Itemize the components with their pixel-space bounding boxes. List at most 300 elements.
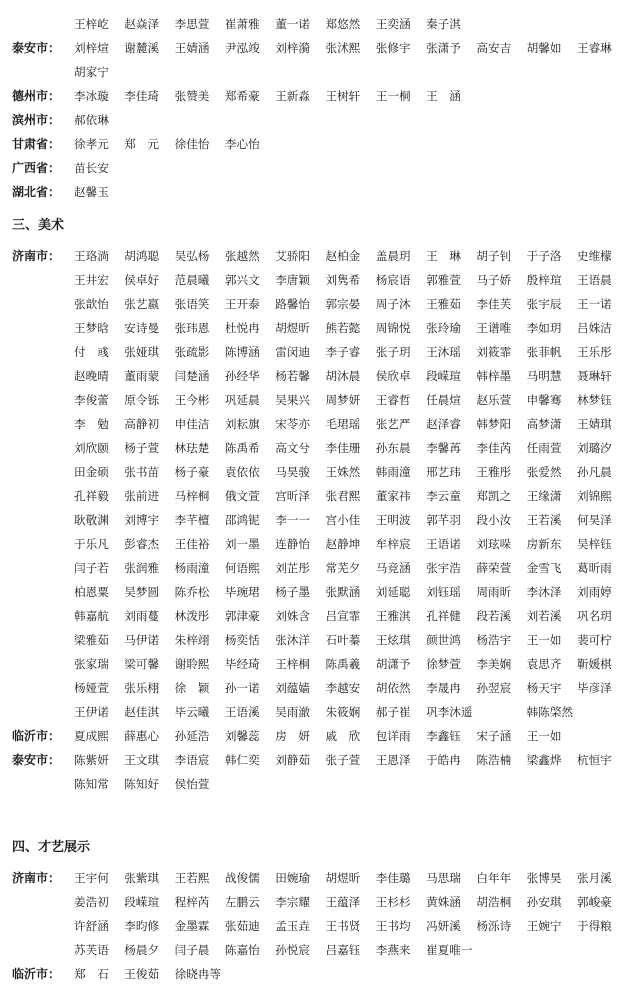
person-name: 熊若懿 xyxy=(325,321,361,335)
person-name: 徐孝元 xyxy=(74,137,109,151)
person-name: 王 琳 xyxy=(426,249,461,263)
person-name: 宫小佳 xyxy=(325,513,361,527)
person-name: 赵乐萱 xyxy=(476,393,512,407)
person-name: 李美娴 xyxy=(476,657,512,671)
person-name: 杨子豪 xyxy=(174,465,210,479)
person-name: 陈知好 xyxy=(124,777,160,791)
region-group xyxy=(12,962,630,986)
person-name: 刘钰瑶 xyxy=(426,585,461,599)
name-list xyxy=(74,12,630,36)
person-name: 石叶蓁 xyxy=(325,633,361,647)
region-group xyxy=(12,132,630,156)
person-name: 郭宗晏 xyxy=(325,297,361,311)
person-name: 王一桐 xyxy=(375,89,411,103)
person-name: 王若溪 xyxy=(526,513,562,527)
person-name: 马竞涵 xyxy=(375,561,411,575)
person-name: 李俊蕾 xyxy=(74,393,109,407)
person-name: 任雨萱 xyxy=(526,441,562,455)
person-name: 赵静坤 xyxy=(325,537,361,551)
person-name: 路馨怡 xyxy=(275,297,310,311)
person-name: 杨天宇 xyxy=(526,681,562,695)
person-name: 赵佳淇 xyxy=(124,705,160,719)
person-name: 段嵘瑄 xyxy=(426,369,461,383)
person-name: 胡煜昕 xyxy=(325,871,361,885)
person-name: 王珞淌 xyxy=(74,249,109,263)
person-name: 张子玥 xyxy=(375,345,411,359)
person-name: 周子沐 xyxy=(375,297,411,311)
region-group xyxy=(12,180,630,204)
person-name: 姜浩初 xyxy=(74,895,109,909)
person-name: 马明慧 xyxy=(526,369,562,383)
person-name: 徐 颖 xyxy=(174,681,210,695)
person-name: 韩陈棨然 xyxy=(526,705,574,719)
person-name: 王杉杉 xyxy=(375,895,411,909)
section-title: 四、才艺展示 xyxy=(12,840,91,855)
person-name: 赵柏金 xyxy=(325,249,361,263)
person-name: 毕琬珺 xyxy=(224,585,260,599)
person-name: 殷梓瑄 xyxy=(526,273,562,287)
region-label: 德州市： xyxy=(12,89,61,103)
person-name: 胡子钊 xyxy=(476,249,512,263)
name-list xyxy=(74,180,630,204)
person-name: 李宗耀 xyxy=(275,895,310,909)
person-name: 刘欣颐 xyxy=(74,441,109,455)
person-name: 董家祎 xyxy=(375,489,411,503)
person-name: 王井宏 xyxy=(74,273,109,287)
name-list xyxy=(74,748,630,796)
person-name: 张爱然 xyxy=(526,465,562,479)
person-name: 张玮恩 xyxy=(174,321,210,335)
person-name: 周雨昕 xyxy=(476,585,512,599)
region-group xyxy=(12,748,630,796)
person-name: 王开泰 xyxy=(224,297,260,311)
person-name: 吴果兴 xyxy=(275,393,310,407)
person-name: 李馨苒 xyxy=(426,441,461,455)
person-name: 王奕涵 xyxy=(375,17,411,31)
person-name: 王梓桐 xyxy=(275,657,310,671)
person-name: 孙凡晨 xyxy=(576,465,612,479)
person-name: 李心怡 xyxy=(224,137,260,151)
person-name: 梁鑫烨 xyxy=(526,753,562,767)
person-name: 宋苓亦 xyxy=(275,417,310,431)
person-name: 段若溪 xyxy=(476,609,512,623)
region-label: 湖北省： xyxy=(12,185,61,199)
person-name: 房新东 xyxy=(526,537,562,551)
person-name: 苏芙语 xyxy=(74,943,109,957)
person-name: 王婧琪 xyxy=(576,417,612,431)
person-name: 张家瑞 xyxy=(74,657,109,671)
person-name: 刘隽希 xyxy=(325,273,361,287)
person-name: 吴雨澈 xyxy=(275,705,310,719)
person-name: 巩延晨 xyxy=(224,393,260,407)
person-name: 杨雨潼 xyxy=(174,561,210,575)
person-name: 张菲帆 xyxy=(526,345,562,359)
person-name: 彭睿杰 xyxy=(124,537,160,551)
person-name: 王雅茹 xyxy=(426,297,461,311)
person-name: 于乐凡 xyxy=(74,537,109,551)
person-name: 侯欣卓 xyxy=(375,369,411,383)
person-name: 宫昕泽 xyxy=(275,489,310,503)
name-list xyxy=(74,724,630,748)
person-name: 陈禹希 xyxy=(224,441,260,455)
person-name: 高安吉 xyxy=(476,41,512,55)
person-name: 陈浩楠 xyxy=(476,753,512,767)
person-name: 陈博涵 xyxy=(224,345,260,359)
person-name: 王姝然 xyxy=(325,465,361,479)
person-name: 吴梓钰 xyxy=(576,537,612,551)
person-name: 张乐栩 xyxy=(124,681,160,695)
person-name: 白年年 xyxy=(476,871,512,885)
person-name: 刘馨蕊 xyxy=(224,729,260,743)
person-name: 马昊骏 xyxy=(275,465,310,479)
person-name: 王沐瑶 xyxy=(426,345,461,359)
person-name: 聂琳轩 xyxy=(576,369,612,383)
person-name: 于子洛 xyxy=(526,249,562,263)
person-name: 李唐颖 xyxy=(275,273,310,287)
person-name: 赵焱泽 xyxy=(124,17,160,31)
person-name: 张茹迪 xyxy=(224,919,260,933)
person-name: 付 彧 xyxy=(74,345,109,359)
region-label: 泰安市： xyxy=(12,753,61,767)
person-name: 刘姝含 xyxy=(275,609,310,623)
name-list xyxy=(74,36,630,84)
person-name: 黄姝涵 xyxy=(426,895,461,909)
person-name: 张疏影 xyxy=(174,345,210,359)
person-name: 张紫琪 xyxy=(124,871,160,885)
name-list xyxy=(74,84,630,108)
person-name: 王蕴泽 xyxy=(325,895,361,909)
person-name: 王佳裕 xyxy=(174,537,210,551)
person-name: 韩梓墨 xyxy=(476,369,512,383)
person-name: 李一一 xyxy=(275,513,310,527)
person-name: 王恩泽 xyxy=(375,753,411,767)
person-name: 史维檬 xyxy=(576,249,612,263)
person-name: 张娅琪 xyxy=(124,345,160,359)
person-name: 王俊茹 xyxy=(124,967,160,981)
person-name: 戚 欣 xyxy=(325,729,361,743)
person-name: 巩李沐遥 xyxy=(426,705,473,719)
person-name: 房 妍 xyxy=(275,729,310,743)
person-name: 李思萱 xyxy=(174,17,210,31)
person-name: 董雨蒙 xyxy=(124,369,160,383)
person-name: 孙安琪 xyxy=(526,895,562,909)
person-name: 牟梓宸 xyxy=(375,537,411,551)
person-name: 裴可柠 xyxy=(576,633,612,647)
person-name: 艾骄阳 xyxy=(275,249,310,263)
person-name: 韩梦阳 xyxy=(476,417,512,431)
person-name: 金墨霖 xyxy=(174,919,210,933)
person-name: 冯妍溪 xyxy=(426,919,461,933)
person-name: 王睿哲 xyxy=(375,393,411,407)
person-name: 张宇浩 xyxy=(426,561,461,575)
person-name: 王雅淇 xyxy=(375,609,411,623)
person-name: 陈知常 xyxy=(74,777,109,791)
person-name: 王文琪 xyxy=(124,753,160,767)
person-name: 胡馨如 xyxy=(526,41,562,55)
person-name: 张越然 xyxy=(224,249,260,263)
person-name: 毕彦泽 xyxy=(576,681,612,695)
person-name: 王炫琪 xyxy=(375,633,411,647)
person-name: 王宇何 xyxy=(74,871,109,885)
person-name: 吕姝洁 xyxy=(576,321,612,335)
person-name: 李晟冉 xyxy=(426,681,461,695)
person-name: 陈禹羲 xyxy=(325,657,361,671)
person-name: 刘雨婷 xyxy=(576,585,612,599)
person-name: 申佳洁 xyxy=(174,417,210,431)
person-name: 高文兮 xyxy=(275,441,310,455)
person-name: 刘延聪 xyxy=(375,585,411,599)
person-name: 李沐泽 xyxy=(526,585,562,599)
person-name: 孙翌宸 xyxy=(476,681,512,695)
person-name: 段小汝 xyxy=(476,513,512,527)
person-name: 李 勉 xyxy=(74,417,109,431)
person-name: 杜悦冉 xyxy=(224,321,260,335)
person-name: 薛惠心 xyxy=(124,729,160,743)
person-name: 王 涵 xyxy=(426,89,461,103)
person-name: 张书苗 xyxy=(124,465,160,479)
person-name: 胡沐晨 xyxy=(325,369,361,383)
person-name: 林珐楚 xyxy=(174,441,210,455)
name-list xyxy=(74,866,630,962)
person-name: 郝依琳 xyxy=(74,113,109,127)
region-label: 广西省： xyxy=(12,161,61,175)
person-name: 吴梦圆 xyxy=(124,585,160,599)
person-name: 王一如 xyxy=(526,729,562,743)
person-name: 程梓芮 xyxy=(174,895,210,909)
region-group xyxy=(12,724,630,748)
person-name: 张子萱 xyxy=(325,753,361,767)
person-name: 王缘潇 xyxy=(526,489,562,503)
person-name: 宋子涵 xyxy=(476,729,512,743)
person-name: 胡潇予 xyxy=(375,657,411,671)
person-name: 李佳琦 xyxy=(124,89,160,103)
person-name: 胡鸿聪 xyxy=(124,249,160,263)
person-name: 李越安 xyxy=(325,681,361,695)
person-name: 张艺严 xyxy=(375,417,411,431)
person-name: 王语晨 xyxy=(576,273,612,287)
person-name: 许舒涵 xyxy=(74,919,109,933)
person-name: 邢艺玮 xyxy=(426,465,461,479)
person-name: 杭恒宇 xyxy=(576,753,612,767)
person-name: 杨浩宇 xyxy=(476,633,512,647)
person-name: 王一诺 xyxy=(576,297,612,311)
person-name: 赵晚晴 xyxy=(74,369,109,383)
person-name: 韩雨潼 xyxy=(375,465,411,479)
person-name: 王伊诺 xyxy=(74,705,109,719)
person-name: 张默涵 xyxy=(325,585,361,599)
person-name: 杨娅萱 xyxy=(74,681,109,695)
person-name: 申馨骞 xyxy=(526,393,562,407)
person-name: 柏恩粟 xyxy=(74,585,109,599)
name-list xyxy=(74,132,630,156)
person-name: 梁可馨 xyxy=(124,657,160,671)
person-name: 刘芷彤 xyxy=(275,561,310,575)
person-name: 刘雨蔓 xyxy=(124,609,160,623)
person-name: 郭雅萱 xyxy=(426,273,461,287)
person-name: 林梦钰 xyxy=(576,393,612,407)
person-name: 王乐彤 xyxy=(576,345,612,359)
person-name: 李佳芮 xyxy=(476,441,512,455)
person-name: 赵泽睿 xyxy=(426,417,461,431)
person-name: 张潇予 xyxy=(426,41,461,55)
person-name: 张君熙 xyxy=(325,489,361,503)
person-name: 胡浩桐 xyxy=(476,895,512,909)
person-name: 王书均 xyxy=(375,919,411,933)
person-name: 王谱唯 xyxy=(476,321,512,335)
person-name: 赵馨玉 xyxy=(74,185,109,199)
person-name: 刘筱霏 xyxy=(476,345,512,359)
region-label: 泰安市： xyxy=(12,41,61,55)
person-name: 张月溪 xyxy=(576,871,612,885)
person-name: 杨子墨 xyxy=(275,585,310,599)
person-name: 战俊儒 xyxy=(224,871,260,885)
person-name: 郑希豪 xyxy=(224,89,260,103)
person-name: 王新淼 xyxy=(275,89,310,103)
person-name: 张语笑 xyxy=(174,297,210,311)
person-name: 张博昊 xyxy=(526,871,562,885)
region-group xyxy=(12,866,630,962)
person-name: 闫楚涵 xyxy=(174,369,210,383)
person-name: 刘锦熙 xyxy=(576,489,612,503)
person-name: 吕嘉钰 xyxy=(325,943,361,957)
person-name: 苗长安 xyxy=(74,161,109,175)
person-name: 段嵘瑄 xyxy=(124,895,160,909)
person-name: 雷闵迪 xyxy=(275,345,310,359)
section-title: 三、美术 xyxy=(12,218,65,233)
person-name: 于皓冉 xyxy=(426,753,461,767)
person-name: 王树轩 xyxy=(325,89,361,103)
person-name: 刘玹哚 xyxy=(476,537,512,551)
person-name: 胡依然 xyxy=(375,681,411,695)
person-name: 陈嘉怡 xyxy=(224,943,260,957)
person-name: 刘蕴嫱 xyxy=(275,681,310,695)
person-name: 孙延浩 xyxy=(174,729,210,743)
person-name: 李如玥 xyxy=(526,321,562,335)
person-name: 袁思齐 xyxy=(526,657,562,671)
region-label: 临沂市： xyxy=(12,729,61,743)
person-name: 薛荣萱 xyxy=(476,561,512,575)
person-name: 郑 石 xyxy=(74,967,109,981)
person-name: 葛昕雨 xyxy=(576,561,612,575)
person-name: 孔祥毅 xyxy=(74,489,109,503)
person-name: 张沭熙 xyxy=(325,41,361,55)
person-name: 常芜夕 xyxy=(325,561,361,575)
person-name: 左鹏云 xyxy=(224,895,260,909)
name-list xyxy=(74,156,630,180)
person-name: 郭津豪 xyxy=(224,609,260,623)
person-name: 杨子萱 xyxy=(124,441,160,455)
person-name: 谢麓溪 xyxy=(124,41,160,55)
person-name: 杨泺诗 xyxy=(476,919,512,933)
person-name: 王雅彤 xyxy=(476,465,512,479)
person-name: 秦子淇 xyxy=(426,17,461,31)
person-name: 马伊诺 xyxy=(124,633,160,647)
person-name: 谢聆熙 xyxy=(174,657,210,671)
person-name: 王睿琳 xyxy=(576,41,612,55)
person-name: 夏成熙 xyxy=(74,729,109,743)
person-name: 周锦悦 xyxy=(375,321,411,335)
person-name: 邵鸿铌 xyxy=(224,513,260,527)
region-label: 临沂市： xyxy=(12,967,61,981)
person-name: 耿敬渊 xyxy=(74,513,109,527)
person-name: 王梦晗 xyxy=(74,321,109,335)
name-list xyxy=(74,108,630,132)
region-label: 济南市： xyxy=(12,249,61,263)
person-name: 袁依依 xyxy=(224,465,260,479)
person-name: 刘一墨 xyxy=(224,537,260,551)
person-name: 朱梓翊 xyxy=(174,633,210,647)
person-name: 李燕来 xyxy=(375,943,411,957)
person-name: 李佳璐 xyxy=(375,871,411,885)
person-name: 侯怡萱 xyxy=(174,777,210,791)
person-name: 崔夏唯一 xyxy=(426,943,473,957)
person-name: 杨宸语 xyxy=(375,273,411,287)
person-name: 巩名玥 xyxy=(576,609,612,623)
person-name: 王明波 xyxy=(375,513,411,527)
person-name: 任晨煊 xyxy=(426,393,461,407)
person-name: 张玲瑜 xyxy=(426,321,461,335)
region-label: 济南市： xyxy=(12,871,61,885)
person-name: 靳媛棋 xyxy=(576,657,612,671)
person-name: 毕经琦 xyxy=(224,657,260,671)
person-name: 王婉宁 xyxy=(526,919,562,933)
person-name: 吕宣霏 xyxy=(325,609,361,623)
person-name: 刘若溪 xyxy=(526,609,562,623)
person-name: 李冰璇 xyxy=(74,89,109,103)
person-name: 胡家宁 xyxy=(74,65,109,79)
person-name: 孟玉垚 xyxy=(275,919,310,933)
person-name: 刘耘旗 xyxy=(224,417,260,431)
person-name: 吴弘杨 xyxy=(174,249,210,263)
person-name: 李芊檀 xyxy=(174,513,210,527)
person-name: 杨若馨 xyxy=(275,369,310,383)
person-name: 刘静茹 xyxy=(275,753,310,767)
person-name: 高静初 xyxy=(124,417,160,431)
person-name: 田金硕 xyxy=(74,465,109,479)
person-name: 崔萧雅 xyxy=(224,17,260,31)
person-name: 张歆怡 xyxy=(74,297,109,311)
person-name: 刘梓煊 xyxy=(74,41,109,55)
person-name: 李子睿 xyxy=(325,345,361,359)
person-name: 于得粮 xyxy=(576,919,612,933)
person-name: 田婉瑜 xyxy=(275,871,310,885)
person-name: 林泼彤 xyxy=(174,609,210,623)
person-name: 张赞美 xyxy=(174,89,210,103)
person-name: 王书贤 xyxy=(325,919,361,933)
person-name: 胡煜昕 xyxy=(275,321,310,335)
region-group xyxy=(12,84,630,108)
person-name: 颜世鸿 xyxy=(426,633,461,647)
person-name: 郭峻豪 xyxy=(576,895,612,909)
person-name: 盖晨玥 xyxy=(375,249,411,263)
person-name: 李鑫钰 xyxy=(426,729,461,743)
person-name: 郭芊羽 xyxy=(426,513,461,527)
person-name: 孔祥健 xyxy=(426,609,461,623)
region-group xyxy=(12,36,630,84)
person-name: 包详雨 xyxy=(375,729,411,743)
person-name: 原令铄 xyxy=(124,393,160,407)
person-name: 张前进 xyxy=(124,489,160,503)
person-name: 王若熙 xyxy=(174,871,210,885)
person-name: 闫子晨 xyxy=(174,943,210,957)
person-name: 郑 元 xyxy=(124,137,160,151)
region-group xyxy=(12,244,630,724)
person-name: 孙悦宸 xyxy=(275,943,310,957)
person-name: 张沐洋 xyxy=(275,633,310,647)
person-name: 王今彬 xyxy=(174,393,210,407)
person-name: 李昀修 xyxy=(124,919,160,933)
person-name: 王梓屹 xyxy=(74,17,109,31)
